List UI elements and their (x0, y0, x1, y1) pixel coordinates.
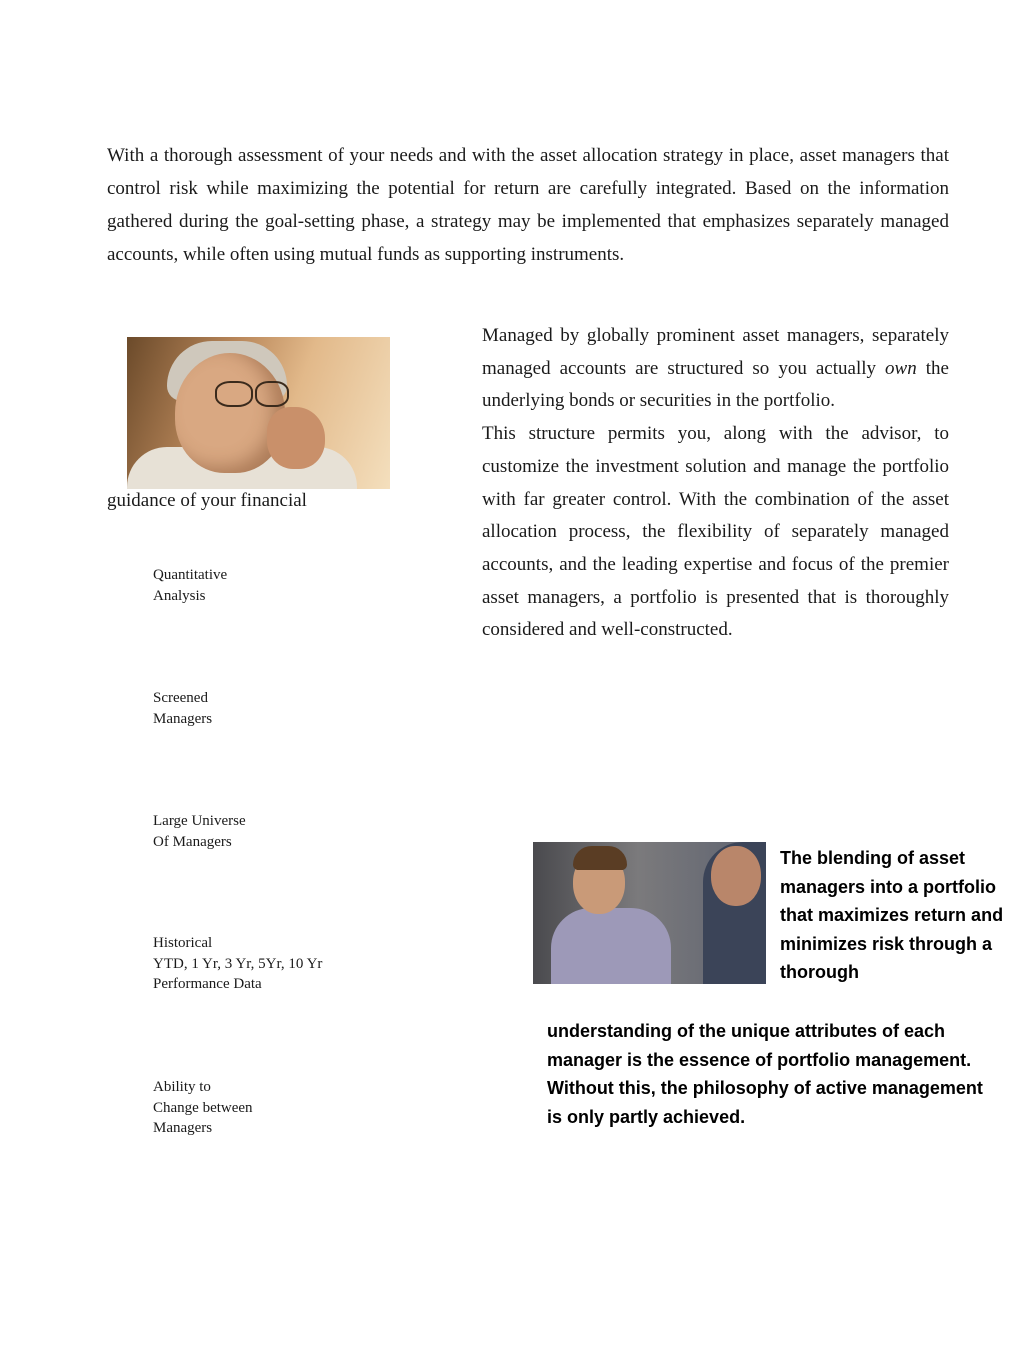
right-column (482, 320, 949, 647)
process-step-screened: Screened Managers (153, 690, 213, 727)
process-step-historical: Historical YTD, 1 Yr, 3 Yr, 5Yr, 10 Yr Performance Data (153, 935, 323, 992)
separate-accounts-paragraph (482, 320, 949, 418)
para1-end: the underlying bonds or securities in the portfolio. (482, 357, 949, 412)
structure-paragraph: This structure permits you, along with the advisor, to customize the investment solution and manage the portfolio with far greater control. With the combination of the asset allocation process, the flexibility of separately managed accounts, and the leading expertise and focus of the premier asset managers, a portfolio is presented that is thoroughly considered and well-constructed. (482, 423, 949, 641)
process-step-quantitative: Quantitative Analysis (153, 567, 228, 604)
process-step-change: Ability to Change between Managers (153, 1079, 253, 1136)
intro-paragraph: With a thorough assessment of your needs and with the asset allocation strategy in place, asset managers that control risk while maximizing the potential for return are carefully integrated. Based on the information gathered during the goal-setting phase, a strategy may be implemented that emphasizes separately managed accounts, while often using mutual funds as supporting instruments. (107, 145, 949, 265)
quote-part-1: The blending of asset managers into a portfolio that maximizes return and minimizes risk through a thorough (780, 848, 1004, 982)
quote-part-2: understanding of the unique attributes of each manager is the essence of portfolio management. Without this, the philosophy of active management is only partly achieved. (547, 1021, 983, 1127)
meeting-photo (533, 842, 766, 984)
advisor-thinking-photo (127, 337, 390, 489)
para1-start: Managed by globally prominent asset managers, separately managed accounts are structured so you actually (482, 325, 949, 379)
process-step-universe: Large Universe Of Managers (153, 813, 246, 850)
para1-emphasis: own (885, 357, 917, 379)
left-caption: guidance of your financial (107, 490, 307, 511)
